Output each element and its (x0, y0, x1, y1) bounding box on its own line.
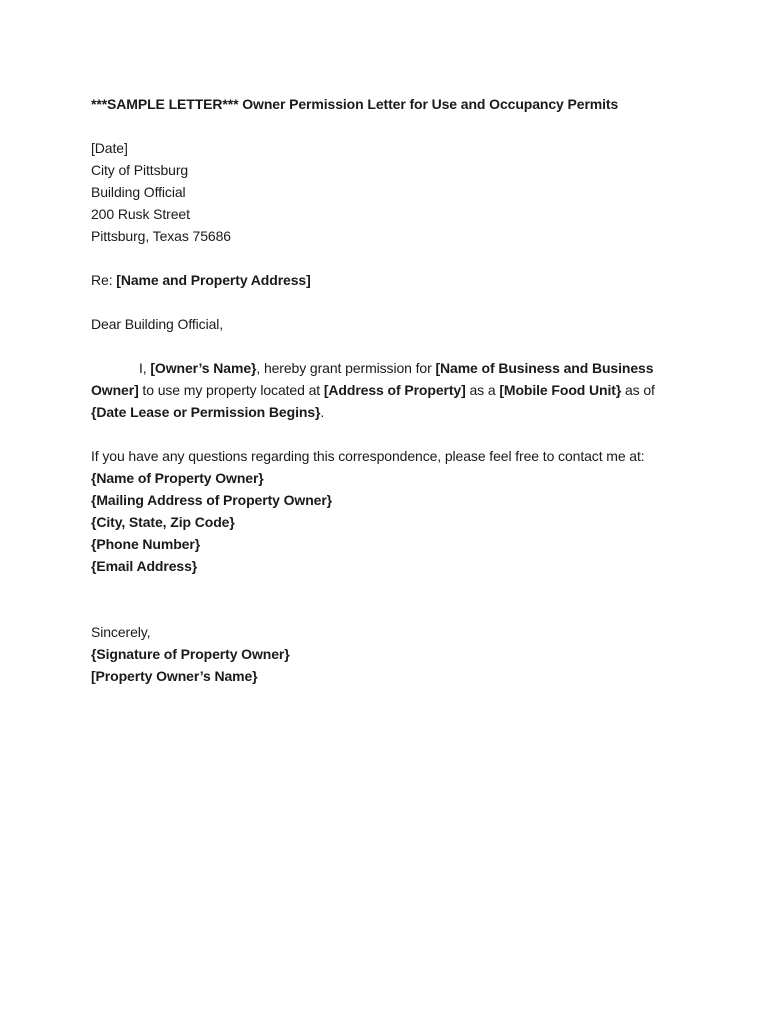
body-line-3 (91, 401, 691, 423)
closing-sincerely: Sincerely, (91, 624, 151, 640)
re-prefix: Re: (91, 272, 117, 288)
closing-signature: {Signature of Property Owner} (91, 646, 290, 662)
address-placeholder: [Address of Property] (323, 382, 466, 398)
spacer (91, 115, 691, 137)
contact-intro: If you have any questions regarding this correspondence, please feel free to contact me at: (91, 448, 645, 464)
business-placeholder-part2: Owner] (91, 382, 139, 398)
recipient-official: Building Official (91, 184, 186, 200)
unit-placeholder: [Mobile Food Unit} (499, 382, 622, 398)
recipient-street: 200 Rusk Street (91, 206, 190, 222)
owner-name-placeholder: [Owner’s Name} (150, 360, 257, 376)
recipient-city: City of Pittsburg (91, 162, 189, 178)
date-begins-placeholder: {Date Lease or Permission Begins} (91, 404, 321, 420)
business-placeholder-part1: [Name of Business and Business (435, 360, 654, 376)
spacer (91, 291, 691, 313)
body-text-6: . (320, 404, 325, 420)
re-line (91, 269, 691, 291)
contact-phone: {Phone Number} (91, 536, 201, 552)
recipient-city-state-zip: Pittsburg, Texas 75686 (91, 228, 231, 244)
body-line-1 (91, 357, 691, 379)
closing-owner-name: [Property Owner’s Name} (91, 668, 258, 684)
re-value: [Name and Property Address] (116, 272, 311, 288)
spacer (91, 577, 691, 621)
recipient-date: [Date] (91, 140, 128, 156)
contact-block (91, 445, 691, 577)
body-text-3: to use my property located at (138, 382, 324, 398)
contact-name: {Name of Property Owner} (91, 470, 264, 486)
body-text-2: , hereby grant permission for (256, 360, 436, 376)
spacer (91, 335, 691, 357)
spacer (91, 247, 691, 269)
body-line-2 (91, 379, 691, 401)
body-text-1: I, (139, 360, 151, 376)
body-paragraph (91, 357, 691, 423)
contact-city-state-zip: {City, State, Zip Code} (91, 514, 235, 530)
letter-content (91, 93, 691, 687)
letter-title: ***SAMPLE LETTER*** Owner Permission Letter for Use and Occupancy Permits (91, 96, 619, 112)
recipient-block (91, 137, 691, 247)
body-text-4: as a (465, 382, 500, 398)
spacer (91, 423, 691, 445)
closing-block (91, 621, 691, 687)
contact-mailing-address: {Mailing Address of Property Owner} (91, 492, 333, 508)
contact-email: {Email Address} (91, 558, 198, 574)
salutation: Dear Building Official, (91, 316, 224, 332)
body-text-5: as of (621, 382, 655, 398)
